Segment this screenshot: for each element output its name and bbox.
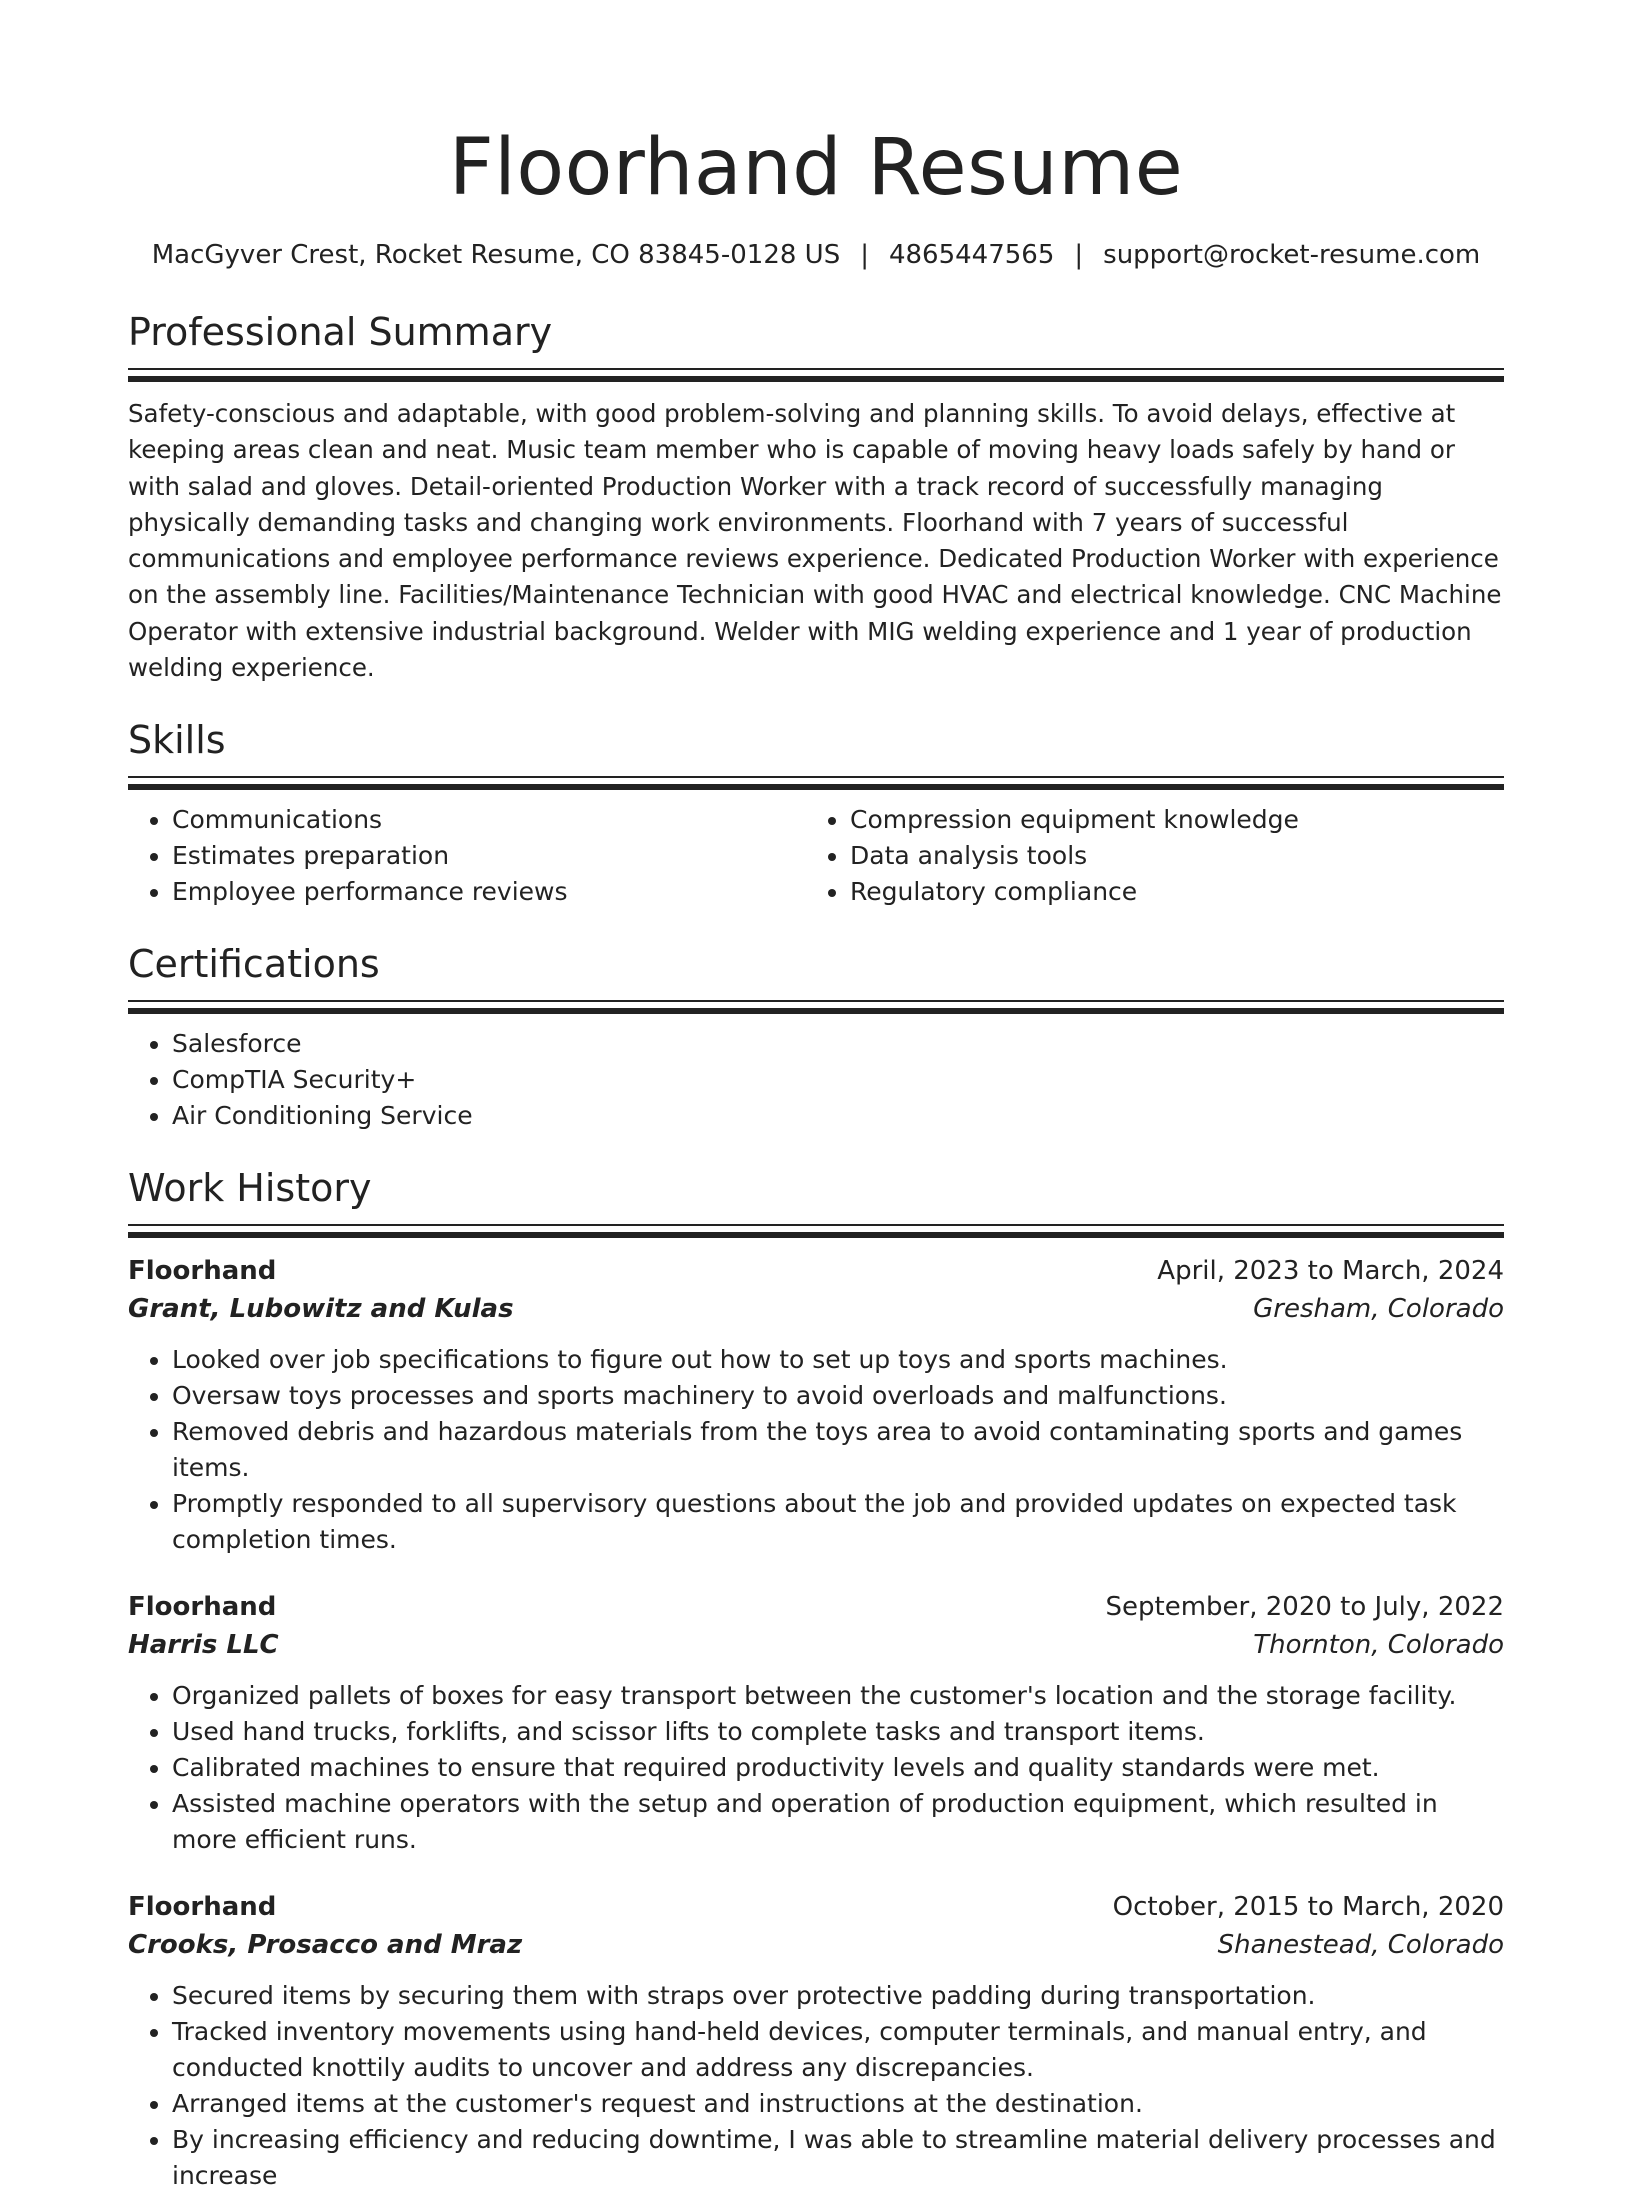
job-title: Floorhand (128, 1592, 277, 1623)
contact-separator: | (860, 240, 869, 270)
certifications-list (128, 1026, 1504, 1134)
job-bullet: • Assisted machine operators with the setup and operation of production equipment, which resulted in more efficient runs. (172, 1786, 1504, 1858)
job-entry (128, 1588, 1504, 1858)
section-divider (128, 368, 1504, 382)
job-dates: April, 2023 to March, 2024 (1157, 1256, 1504, 1287)
section-divider (128, 776, 1504, 790)
certification-item: • Salesforce (172, 1026, 1504, 1062)
contact-separator: | (1074, 240, 1084, 270)
skills-grid (128, 802, 1504, 910)
skills-right-list (806, 802, 1484, 910)
skill-item: • Employee performance reviews (172, 874, 806, 910)
job-company: Crooks, Prosacco and Mraz (128, 1930, 523, 1961)
job-bullet: • Looked over job specifications to figure out how to set up toys and sports machines. (172, 1342, 1504, 1378)
job-dates: September, 2020 to July, 2022 (1105, 1592, 1504, 1623)
job-header-row (128, 1252, 1504, 1290)
summary-heading: Professional Summary (128, 310, 553, 354)
section-divider (128, 1000, 1504, 1014)
contact-phone: 4865447565 (888, 240, 1055, 270)
job-bullet: • By increasing efficiency and reducing downtime, I was able to streamline material delivery processes and increase (172, 2122, 1504, 2194)
job-bullet-list (128, 1978, 1504, 2194)
certification-item: • CompTIA Security+ (172, 1062, 1504, 1098)
certifications-heading: Certifications (128, 942, 380, 987)
section-divider (128, 1224, 1504, 1238)
job-header-row (128, 1588, 1504, 1626)
job-bullet: • Promptly responded to all supervisory questions about the job and provided updates on expected task completion times. (172, 1486, 1504, 1558)
job-header-row (128, 1888, 1504, 1926)
skill-item: • Compression equipment knowledge (850, 802, 1484, 838)
job-entry (128, 1888, 1504, 2194)
summary-text: Safety-conscious and adaptable, with good problem-solving and planning skills. To avoid delays, effective at keeping areas clean and neat. Music team member who is capable of moving heavy loads safely by hand or with salad and gloves. Detail-oriented Production Worker with a track record of successfully managing physically demanding tasks and changing work environments. Floorhand with 7 years of successful communications and employee performance reviews experience. Dedicated Production Worker with experience on the assembly line. Facilities/Maintenance Technician with good HVAC and electrical knowledge. CNC Machine Operator with extensive industrial background. Welder with MIG welding experience and 1 year of production welding experience. (128, 399, 1502, 683)
job-bullet: • Tracked inventory movements using hand-held devices, computer terminals, and manual entry, and conducted knottily audits to uncover and address any discrepancies. (172, 2014, 1504, 2086)
job-company-row (128, 1626, 1504, 1664)
job-company-row (128, 1926, 1504, 1964)
job-bullet: • Calibrated machines to ensure that required productivity levels and quality standards were met. (172, 1750, 1504, 1786)
job-bullet: • Used hand trucks, forklifts, and scissor lifts to complete tasks and transport items. (172, 1714, 1504, 1750)
job-bullet: • Oversaw toys processes and sports machinery to avoid overloads and malfunctions. (172, 1378, 1504, 1414)
skill-item: • Regulatory compliance (850, 874, 1484, 910)
resume-title: Floorhand Resume (448, 123, 1184, 213)
skills-section (128, 716, 1504, 910)
job-dates: October, 2015 to March, 2020 (1112, 1892, 1504, 1923)
job-location: Shanestead, Colorado (1217, 1930, 1504, 1961)
skills-left-list (128, 802, 806, 910)
contact-email: support@rocket-resume.com (1103, 240, 1481, 270)
summary-section (128, 308, 1504, 686)
job-company: Harris LLC (128, 1630, 279, 1661)
job-bullet: • Removed debris and hazardous materials from the toys area to avoid contaminating sports and games items. (172, 1414, 1504, 1486)
work-history-section (128, 1164, 1504, 2194)
skill-item: • Communications (172, 802, 806, 838)
job-bullet: • Secured items by securing them with straps over protective padding during transportation. (172, 1978, 1504, 2014)
job-location: Thornton, Colorado (1253, 1630, 1504, 1661)
job-title: Floorhand (128, 1256, 277, 1287)
job-bullet-list (128, 1678, 1504, 1858)
job-entry (128, 1252, 1504, 1558)
job-title: Floorhand (128, 1892, 277, 1923)
job-bullet-list (128, 1342, 1504, 1558)
certifications-section (128, 940, 1504, 1134)
contact-address: MacGyver Crest, Rocket Resume, CO 83845-0128 US (151, 240, 841, 270)
skill-item: • Data analysis tools (850, 838, 1484, 874)
job-company-row (128, 1290, 1504, 1328)
resume-page (128, 0, 1504, 2194)
skills-heading: Skills (128, 718, 226, 763)
skill-item: • Estimates preparation (172, 838, 806, 874)
certification-item: • Air Conditioning Service (172, 1098, 1504, 1134)
contact-line (128, 238, 1504, 272)
work-history-heading: Work History (128, 1166, 372, 1211)
job-company: Grant, Lubowitz and Kulas (128, 1294, 514, 1325)
job-bullet: • Organized pallets of boxes for easy transport between the customer's location and the storage facility. (172, 1678, 1504, 1714)
job-location: Gresham, Colorado (1253, 1294, 1504, 1325)
job-bullet: • Arranged items at the customer's request and instructions at the destination. (172, 2086, 1504, 2122)
